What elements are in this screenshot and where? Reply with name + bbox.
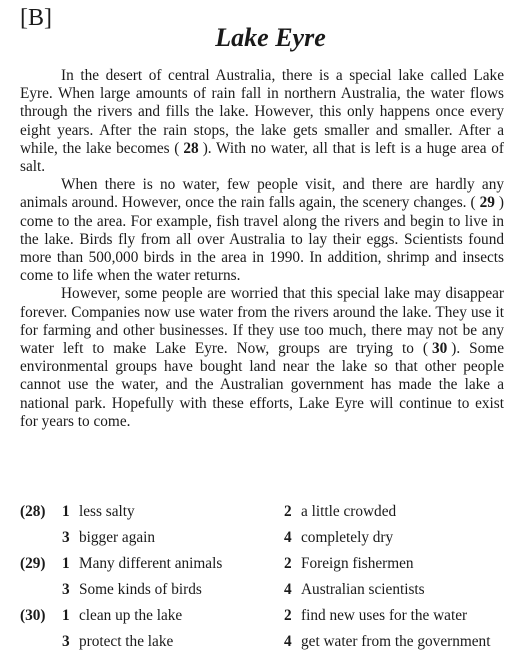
option-28-3[interactable] [62,525,155,551]
option-number: 3 [62,633,70,650]
paragraph-3 [20,285,504,431]
blank-29: 29 [479,194,495,212]
option-number: 3 [62,529,70,546]
option-text: get water from the government [301,633,491,650]
question-number-28: (28) [20,503,46,520]
option-30-2[interactable] [284,603,467,629]
option-30-3[interactable] [62,629,173,655]
paragraph-3-text-b: ). Some environmental groups have bought land near the lake so that other people cannot use the water, and the Australian government has made the lake a national park. Hopefully with these efforts, Lake Eyre will continue to exist for years to come. [20,340,505,430]
question-28-row-2 [20,525,510,551]
paragraph-1-text-b: ). With no water, all that is left is a huge area of salt. [20,139,504,176]
option-28-1[interactable] [62,499,135,525]
option-text: Some kinds of birds [79,581,202,598]
paragraph-3-text-a: However, some people are worried that this special lake may disappear forever. Companies now use water from the rivers around the lake. They use it for farming and other businesses. If they use too much, there may not be any water left to make Lake Eyre. Now, groups are trying to ( [20,285,504,358]
paragraph-1 [20,67,504,176]
option-30-4[interactable] [284,629,490,655]
option-text: completely dry [301,529,394,546]
option-number: 4 [284,633,292,650]
option-text: Many different animals [79,555,223,572]
section-label: [B] [20,5,52,31]
paragraph-2-text-b: ) come to the area. For example, fish travel along the rivers and begin to live in the lake. Birds fly from all over Australia to lay their eggs. Scientists found more than 500,000 birds in the area in 1990. In addition, shrimp and insects come to life when the water returns. [20,194,504,285]
option-number: 2 [284,555,292,572]
question-29-row-2 [20,577,510,603]
option-30-1[interactable] [62,603,182,629]
option-text: Foreign fishermen [301,555,414,572]
question-29-row-1 [20,551,510,577]
option-29-4[interactable] [284,577,425,603]
option-number: 1 [62,555,70,572]
blank-30: 30 [431,340,448,358]
option-text: find new uses for the water [301,607,468,624]
option-number: 4 [284,529,292,546]
option-number: 2 [284,607,292,624]
option-number: 1 [62,503,70,520]
option-text: less salty [79,503,135,520]
option-text: clean up the lake [79,607,183,624]
option-29-3[interactable] [62,577,202,603]
passage-title: Lake Eyre [215,23,326,52]
option-28-2[interactable] [284,499,396,525]
paragraph-2-text-a: When there is no water, few people visit, and there are hardly any animals around. However, once the rain falls again, the scenery changes. ( [20,176,504,212]
option-text: protect the lake [79,633,174,650]
option-number: 2 [284,503,292,520]
option-28-4[interactable] [284,525,393,551]
option-number: 4 [284,581,292,598]
option-text: Australian scientists [301,581,425,598]
option-text: bigger again [79,529,156,546]
option-29-1[interactable] [62,551,222,577]
option-number: 1 [62,607,70,624]
paragraph-1-text-a: In the desert of central Australia, there is a special lake called Lake Eyre. When large amounts of rain fall in northern Australia, the water flows through the rivers and fills the lake. However, this only happens once every eight years. After the rain stops, the lake gets smaller and smaller. After a while, the lake becomes ( [20,67,504,157]
question-number-30: (30) [20,607,46,624]
option-number: 3 [62,581,70,598]
question-number-29: (29) [20,555,46,572]
option-29-2[interactable] [284,551,414,577]
blank-28: 28 [183,139,199,157]
paragraph-2 [20,176,504,285]
question-30-row-2 [20,629,510,655]
question-28-row-1 [20,499,510,525]
option-text: a little crowded [301,503,397,520]
passage-body [20,67,504,431]
question-list [20,499,510,655]
question-30-row-1 [20,603,510,629]
